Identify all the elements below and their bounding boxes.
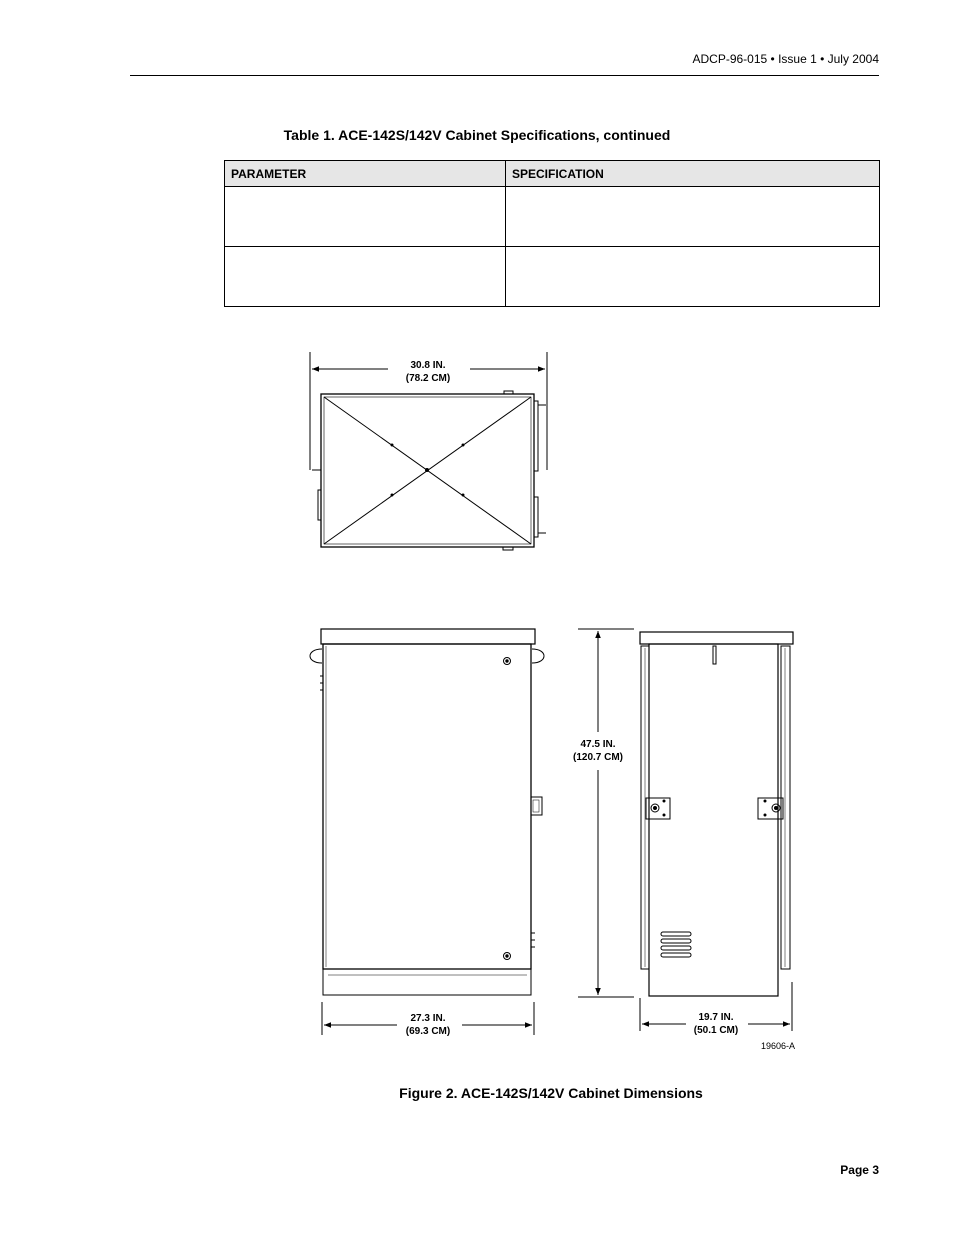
dimension-top-width-cm: (78.2 CM) bbox=[405, 373, 451, 384]
dimension-front-width-inches: 27.3 IN. bbox=[410, 1013, 446, 1024]
height-dimension-line bbox=[578, 629, 634, 997]
dimension-top-width-inches: 30.8 IN. bbox=[410, 360, 446, 371]
dimension-side-depth-inches: 19.7 IN. bbox=[698, 1012, 734, 1023]
table-title: Table 1. ACE-142S/142V Cabinet Specifications, continued bbox=[283, 127, 671, 143]
dimension-height-cm: (120.7 CM) bbox=[572, 752, 624, 763]
dimension-height-inches: 47.5 IN. bbox=[580, 739, 616, 750]
document-reference: ADCP-96-015 • Issue 1 • July 2004 bbox=[692, 52, 879, 66]
dimension-front-width-cm: (69.3 CM) bbox=[405, 1026, 451, 1037]
drawing-id: 19606-A bbox=[760, 1041, 795, 1051]
column-header-specification: SPECIFICATION bbox=[506, 161, 880, 187]
dimension-side-depth-cm: (50.1 CM) bbox=[693, 1025, 739, 1036]
page-number: Page 3 bbox=[840, 1163, 879, 1177]
column-header-parameter: PARAMETER bbox=[225, 161, 506, 187]
figure-caption: Figure 2. ACE-142S/142V Cabinet Dimensions bbox=[399, 1085, 703, 1101]
side-view bbox=[640, 632, 793, 1031]
front-view bbox=[310, 629, 544, 1035]
